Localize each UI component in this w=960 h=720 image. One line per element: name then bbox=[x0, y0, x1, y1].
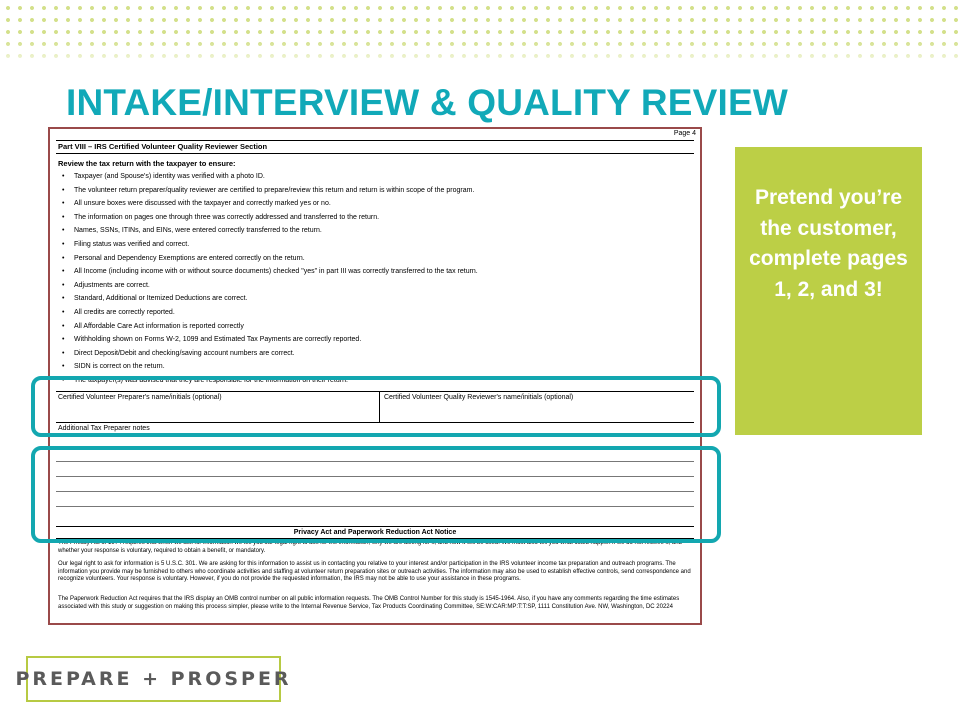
notes-highlight-box bbox=[31, 446, 721, 543]
checklist-item: • Direct Deposit/Debit and checking/saving account numbers are correct. bbox=[62, 347, 478, 361]
form-page-number: Page 4 bbox=[673, 130, 696, 137]
checklist-item: • The information on pages one through three was correctly addressed and transferred to the return. bbox=[62, 211, 478, 225]
preparer-name-field: Certified Volunteer Preparer's name/initials (optional) bbox=[58, 394, 222, 401]
checklist-item: • Personal and Dependency Exemptions are entered correctly on the return. bbox=[62, 252, 478, 266]
checklist-item: • Taxpayer (and Spouse's) identity was verified with a photo ID. bbox=[62, 170, 478, 184]
checklist-item: • All Affordable Care Act information is reported correctly bbox=[62, 320, 478, 334]
dot-pattern-fade bbox=[0, 40, 960, 70]
checklist-item: • The taxpayer(s) was advised that they are responsible for the information on their return. bbox=[62, 374, 478, 388]
privacy-paragraph: The Privacy Act of 1974 requires that when we ask for information we tell you our legal right to ask for the information, why we are asking for it, and how it will be used. We must also tell you what could happen if we do not receive it, and whether your response is voluntary, required to obtain a benefit, or mandatory. bbox=[58, 540, 682, 554]
checklist-item: • Names, SSNs, ITINs, and EINs, were entered correctly transferred to the return. bbox=[62, 224, 478, 238]
checklist-item: • All Income (including income with or without source documents) checked "yes" in part III was correctly transferred to the tax return. bbox=[62, 265, 478, 279]
checklist-item: • Adjustments are correct. bbox=[62, 279, 478, 293]
privacy-paragraph: Our legal right to ask for information is 5 U.S.C. 301. We are asking for this information to assist us in contacting you relative to your interest and/or participation in the IRS volunteer income tax preparation and outreach programs. The information you provide may be furnished to others who coordinate activities and staffing at volunteer return preparation sites or outreach activities. The information may also be used to establish effective controls, send correspondence and recognize volunteers. Your response is voluntary. However, if you do not provide the requested information, the IRS may not be able to use your assistance in these programs. bbox=[58, 561, 691, 582]
form-review-header: Review the tax return with the taxpayer to ensure: bbox=[58, 159, 236, 168]
privacy-paragraph: The Paperwork Reduction Act requires that the IRS display an OMB control number on all public information requests. The OMB Control Number for this study is 1545-1964. Also, if you have any comments regarding the time estimates associated with this study or suggestion on making this process simpler, please write to the Internal Revenue Service, Tax Products Coordinating Committee, SE:W:CAR:MP:T:T:SP, 1111 Constitution Ave. NW, Washington, DC 20224 bbox=[58, 596, 680, 610]
prepare-prosper-logo bbox=[15, 656, 292, 702]
checklist-item: • Filing status was verified and correct. bbox=[62, 238, 478, 252]
tip-box bbox=[735, 147, 922, 435]
checklist-item: • Withholding shown on Forms W-2, 1099 and Estimated Tax Payments are correctly reported. bbox=[62, 333, 478, 347]
tip-text: Pretend you’re the customer, complete pages 1, 2, and 3! bbox=[749, 186, 908, 301]
review-checklist bbox=[62, 170, 478, 388]
slide-title: INTAKE/INTERVIEW & QUALITY REVIEW bbox=[66, 82, 788, 123]
privacy-header: Privacy Act and Paperwork Reduction Act Notice bbox=[56, 526, 694, 539]
checklist-item: • SIDN is correct on the return. bbox=[62, 360, 478, 374]
checklist-item: • The volunteer return preparer/quality reviewer are certified to prepare/review this return and return is within scope of the program. bbox=[62, 184, 478, 198]
signature-highlight-box bbox=[31, 376, 721, 437]
notes-label: Additional Tax Preparer notes bbox=[58, 425, 150, 432]
checklist-item: • Standard, Additional or Itemized Deductions are correct. bbox=[62, 292, 478, 306]
form-part-header: Part VIII – IRS Certified Volunteer Quality Reviewer Section bbox=[56, 140, 694, 154]
checklist-item: • All unsure boxes were discussed with the taxpayer and correctly marked yes or no. bbox=[62, 197, 478, 211]
checklist-item: • All credits are correctly reported. bbox=[62, 306, 478, 320]
logo-text: PREPARE + PROSPER bbox=[15, 668, 292, 690]
reviewer-name-field: Certified Volunteer Quality Reviewer's name/initials (optional) bbox=[384, 394, 574, 401]
